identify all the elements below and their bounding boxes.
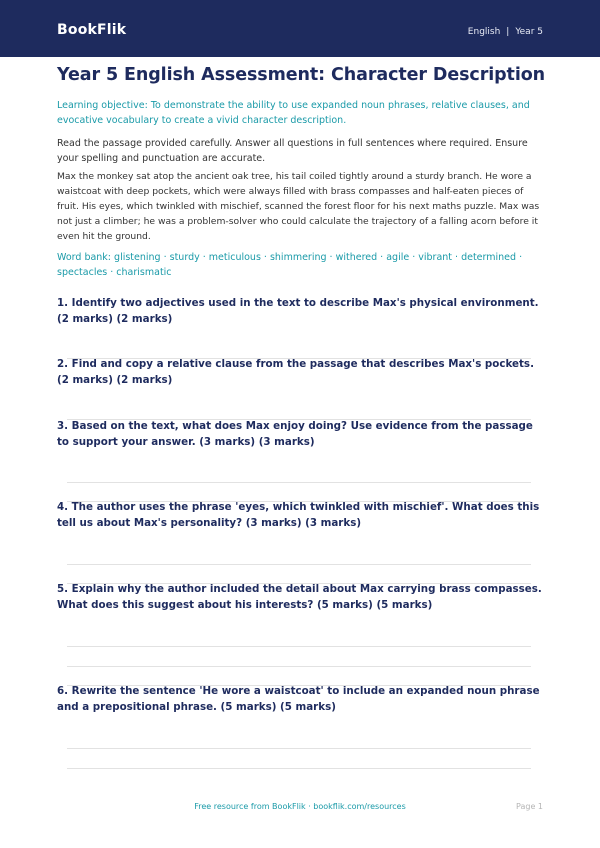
- separator: |: [506, 27, 510, 37]
- learning-objective: Learning objective: To demonstrate the ability to use expanded noun phrases, relative clauses, and evocative vocabulary to create a vivid character description.: [57, 100, 530, 126]
- year-label: Year 5: [515, 27, 543, 37]
- page-title: Year 5 English Assessment: Character Description: [57, 65, 546, 85]
- page-header: [0, 0, 600, 57]
- brand-logo[interactable]: BookFlik: [57, 22, 127, 38]
- question-3: 3. Based on the text, what does Max enjoy doing? Use evidence from the passage to support your answer. (3 marks) (3 marks): [57, 420, 533, 448]
- answer-line[interactable]: [67, 646, 531, 647]
- footer-credit[interactable]: Free resource from BookFlik · bookflik.com/resources: [194, 802, 406, 811]
- question-6: 6. Rewrite the sentence 'He wore a waistcoat' to include an expanded noun phrase and a prepositional phrase. (5 marks) (5 marks): [57, 685, 540, 713]
- answer-line[interactable]: [67, 358, 531, 359]
- answer-line[interactable]: [67, 768, 531, 769]
- answer-line[interactable]: [67, 564, 531, 565]
- question-2: 2. Find and copy a relative clause from the passage that describes Max's pockets. (2 marks) (2 marks): [57, 358, 534, 386]
- page-number: Page 1: [516, 802, 543, 811]
- answer-line[interactable]: [67, 666, 531, 667]
- subject-label: English: [467, 27, 501, 37]
- answer-line[interactable]: [67, 482, 531, 483]
- answer-line[interactable]: [67, 748, 531, 749]
- question-4: 4. The author uses the phrase 'eyes, which twinkled with mischief'. What does this tell us about Max's personality? (3 marks) (3 marks): [57, 501, 540, 529]
- instructions: Read the passage provided carefully. Answer all questions in full sentences where required. Ensure your spelling and punctuation are accurate.: [57, 138, 528, 164]
- question-5: 5. Explain why the author included the detail about Max carrying brass compasses. What does this suggest about his interests? (5 marks) (5 marks): [57, 583, 542, 611]
- word-bank: Word bank: glistening · sturdy · meticulous · shimmering · withered · agile · vibrant · determined · spectacles · charismatic: [57, 252, 523, 278]
- question-1: 1. Identify two adjectives used in the text to describe Max's physical environment. (2 marks) (2 marks): [57, 297, 539, 325]
- subject-year-label: [468, 27, 543, 37]
- reading-passage: Max the monkey sat atop the ancient oak tree, his tail coiled tightly around a sturdy branch. He wore a waistcoat with deep pockets, which were always filled with brass compasses and half-eaten pieces of fruit. His eyes, which twinkled with mischief, scanned the forest floor for his next maths puzzle. Max was not just a climber; he was a problem-solver who could calculate the trajectory of a falling acorn before it even hit the ground.: [57, 171, 540, 242]
